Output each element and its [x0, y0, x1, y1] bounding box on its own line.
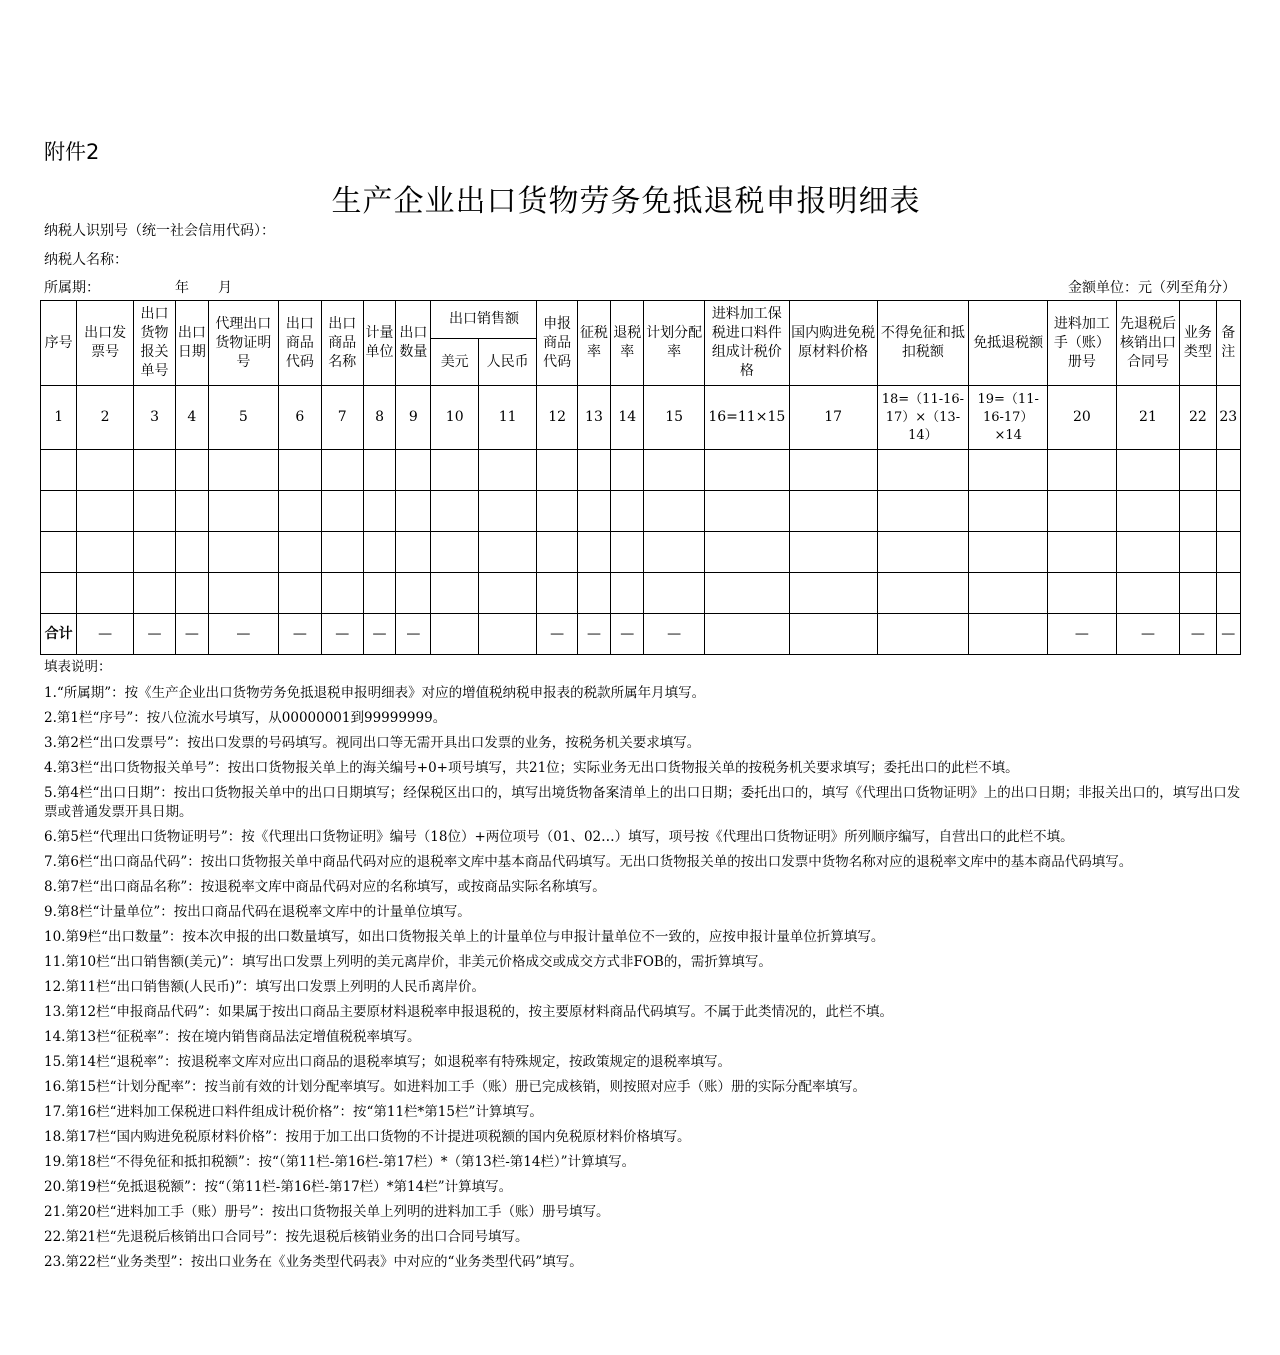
header-usd: 美元	[431, 339, 478, 386]
table-cell[interactable]	[537, 573, 577, 614]
header-declared-code: 申报商品代码	[537, 301, 577, 386]
header-bonded-price: 进料加工保税进口料件组成计税价格	[704, 301, 789, 386]
column-number: 5	[208, 386, 279, 450]
instruction-item: 14.第13栏“征税率”：按在境内销售商品法定增值税税率填写。	[44, 1029, 421, 1045]
table-cell[interactable]	[1116, 450, 1180, 491]
table-cell[interactable]	[208, 532, 279, 573]
total-non-deductible-cell[interactable]	[877, 614, 969, 655]
table-cell[interactable]	[577, 573, 610, 614]
column-number: 18=（11-16-17）×（13-14）	[877, 386, 969, 450]
dash-cell: —	[577, 614, 610, 655]
instruction-item: 11.第10栏“出口销售额(美元)”：填写出口发票上列明的美元离岸价，非美元价格成交或成交方式非FOB的，需折算填写。	[44, 954, 772, 970]
column-number: 13	[577, 386, 610, 450]
total-row	[41, 614, 1241, 655]
table-cell[interactable]	[396, 450, 431, 491]
table-cell[interactable]	[1216, 573, 1240, 614]
header-non-deductible: 不得免征和抵扣税额	[877, 301, 969, 386]
table-row	[41, 491, 1241, 532]
header-remarks: 备注	[1216, 301, 1240, 386]
instruction-item: 12.第11栏“出口销售额(人民币)”：填写出口发票上列明的人民币离岸价。	[44, 979, 485, 995]
dash-cell: —	[537, 614, 577, 655]
instruction-item: 7.第6栏“出口商品代码”：按出口货物报关单中商品代码对应的退税率文库中基本商品代码填写。无出口货物报关单的按出口发票中货物名称对应的退税率文库中的基本商品代码填写。	[44, 854, 1133, 870]
attachment-label: 附件2	[44, 140, 100, 164]
table-cell[interactable]	[644, 532, 705, 573]
declaration-table	[40, 300, 1241, 655]
table-cell[interactable]	[321, 573, 363, 614]
table-cell[interactable]	[77, 450, 134, 491]
header-business-type: 业务类型	[1180, 301, 1216, 386]
table-cell[interactable]	[478, 450, 537, 491]
column-number: 2	[77, 386, 134, 450]
table-cell[interactable]	[363, 532, 395, 573]
period-label: 所属期：	[44, 280, 100, 296]
table-cell[interactable]	[41, 573, 77, 614]
table-cell[interactable]	[133, 450, 175, 491]
column-number: 22	[1180, 386, 1216, 450]
instruction-item: 1.“所属期”：按《生产企业出口货物劳务免抵退税申报明细表》对应的增值税纳税申报表的税款所属年月填写。	[44, 685, 706, 701]
table-row	[41, 573, 1241, 614]
column-number: 6	[279, 386, 321, 450]
column-number: 10	[431, 386, 478, 450]
total-refund-cell[interactable]	[969, 614, 1048, 655]
dash-cell: —	[77, 614, 134, 655]
period-month-label: 月	[218, 280, 232, 296]
column-number: 14	[611, 386, 644, 450]
column-number: 4	[176, 386, 208, 450]
table-cell[interactable]	[537, 532, 577, 573]
column-number: 21	[1116, 386, 1180, 450]
table-cell[interactable]	[1180, 573, 1216, 614]
dash-cell: —	[1048, 614, 1117, 655]
header-customs-no: 出口货物报关单号	[133, 301, 175, 386]
table-cell[interactable]	[77, 573, 134, 614]
instruction-item: 8.第7栏“出口商品名称”：按退税率文库中商品代码对应的名称填写，或按商品实际名称填写。	[44, 879, 606, 895]
table-cell[interactable]	[877, 491, 969, 532]
instruction-item: 21.第20栏“进料加工手（账）册号”：按出口货物报关单上列明的进料加工手（账）册号填写。	[44, 1204, 610, 1220]
instruction-item: 10.第9栏“出口数量”：按本次申报的出口数量填写，如出口货物报关单上的计量单位与申报计量单位不一致的，应按申报计量单位折算填写。	[44, 929, 885, 945]
table-cell[interactable]	[1216, 491, 1240, 532]
table-cell[interactable]	[1048, 491, 1117, 532]
table-cell[interactable]	[321, 491, 363, 532]
dash-cell: —	[1180, 614, 1216, 655]
table-cell[interactable]	[1180, 532, 1216, 573]
table-cell[interactable]	[478, 573, 537, 614]
table-cell[interactable]	[1116, 532, 1180, 573]
header-goods-name: 出口商品名称	[321, 301, 363, 386]
table-cell[interactable]	[537, 491, 577, 532]
table-cell[interactable]	[176, 573, 208, 614]
table-cell[interactable]	[611, 532, 644, 573]
table-cell[interactable]	[431, 532, 478, 573]
header-rmb: 人民币	[478, 339, 537, 386]
header-invoice-no: 出口发票号	[77, 301, 134, 386]
dash-cell: —	[321, 614, 363, 655]
table-cell[interactable]	[644, 450, 705, 491]
header-sales-group: 出口销售额	[431, 301, 537, 339]
header-contract-no: 先退税后核销出口合同号	[1116, 301, 1180, 386]
table-cell[interactable]	[431, 573, 478, 614]
total-label: 合计	[41, 614, 77, 655]
table-cell[interactable]	[969, 491, 1048, 532]
table-cell[interactable]	[969, 532, 1048, 573]
dash-cell: —	[363, 614, 395, 655]
table-cell[interactable]	[1180, 491, 1216, 532]
table-cell[interactable]	[77, 532, 134, 573]
dash-cell: —	[611, 614, 644, 655]
amount-unit-label: 金额单位：元（列至角分）	[1068, 280, 1236, 296]
table-cell[interactable]	[431, 491, 478, 532]
dash-cell: —	[279, 614, 321, 655]
column-number: 19=（11-16-17）×14	[969, 386, 1048, 450]
table-cell[interactable]	[279, 532, 321, 573]
table-cell[interactable]	[1180, 450, 1216, 491]
table-cell[interactable]	[176, 532, 208, 573]
instruction-item: 13.第12栏“申报商品代码”：如果属于按出口商品主要原材料退税率申报退税的，按主要原材料商品代码填写。不属于此类情况的，此栏不填。	[44, 1004, 893, 1020]
instruction-item: 4.第3栏“出口货物报关单号”：按出口货物报关单上的海关编号+0+项号填写，共21位；实际业务无出口货物报关单的按税务机关要求填写；委托出口的此栏不填。	[44, 760, 1019, 776]
table-cell[interactable]	[133, 573, 175, 614]
instruction-item: 23.第22栏“业务类型”：按出口业务在《业务类型代码表》中对应的“业务类型代码”填写。	[44, 1254, 583, 1270]
dash-cell: —	[644, 614, 705, 655]
table-cell[interactable]	[537, 450, 577, 491]
total-rmb-cell[interactable]	[478, 614, 537, 655]
header-goods-code: 出口商品代码	[279, 301, 321, 386]
table-cell[interactable]	[431, 450, 478, 491]
table-cell[interactable]	[577, 532, 610, 573]
table-cell[interactable]	[478, 491, 537, 532]
dash-cell: —	[1116, 614, 1180, 655]
table-cell[interactable]	[1048, 532, 1117, 573]
table-cell[interactable]	[644, 573, 705, 614]
dash-cell: —	[1216, 614, 1240, 655]
table-cell[interactable]	[877, 450, 969, 491]
dash-cell: —	[176, 614, 208, 655]
table-cell[interactable]	[1216, 450, 1240, 491]
column-number: 11	[478, 386, 537, 450]
column-number: 16=11×15	[704, 386, 789, 450]
instruction-item: 5.第4栏“出口日期”：按出口货物报关单中的出口日期填写；经保税区出口的，填写出境货物备案清单上的出口日期；委托出口的，填写《代理出口货物证明》上的出口日期；非报关出口的，填写出口发票或普通发票开具日期。	[44, 785, 1241, 820]
table-cell[interactable]	[363, 491, 395, 532]
table-cell[interactable]	[363, 573, 395, 614]
instruction-item: 2.第1栏“序号”：按八位流水号填写，从00000001到99999999。	[44, 710, 447, 726]
table-cell[interactable]	[396, 491, 431, 532]
dash-cell: —	[133, 614, 175, 655]
total-usd-cell[interactable]	[431, 614, 478, 655]
table-cell[interactable]	[41, 450, 77, 491]
table-cell[interactable]	[704, 532, 789, 573]
column-number: 3	[133, 386, 175, 450]
column-number: 23	[1216, 386, 1240, 450]
table-cell[interactable]	[1048, 450, 1117, 491]
table-cell[interactable]	[396, 532, 431, 573]
table-row	[41, 450, 1241, 491]
table-cell[interactable]	[789, 491, 877, 532]
table-cell[interactable]	[176, 491, 208, 532]
table-cell[interactable]	[279, 450, 321, 491]
column-number: 1	[41, 386, 77, 450]
instructions-title: 填表说明：	[44, 659, 112, 675]
taxpayer-id-label: 纳税人识别号（统一社会信用代码）：	[44, 223, 275, 239]
header-refund-rate: 退税率	[611, 301, 644, 386]
table-cell[interactable]	[969, 573, 1048, 614]
table-cell[interactable]	[877, 573, 969, 614]
instruction-item: 20.第19栏“免抵退税额”：按“（第11栏-第16栏-第17栏）*第14栏”计算填写。	[44, 1179, 513, 1195]
column-number: 8	[363, 386, 395, 450]
table-cell[interactable]	[321, 450, 363, 491]
table-cell[interactable]	[279, 573, 321, 614]
table-cell[interactable]	[577, 491, 610, 532]
instructions	[44, 656, 1244, 1278]
table-cell[interactable]	[789, 450, 877, 491]
table-cell[interactable]	[704, 573, 789, 614]
table-cell[interactable]	[41, 532, 77, 573]
table-cell[interactable]	[396, 573, 431, 614]
dash-cell: —	[208, 614, 279, 655]
header-agency-cert-no: 代理出口货物证明号	[208, 301, 279, 386]
page-title: 生产企业出口货物劳务免抵退税申报明细表	[331, 184, 921, 219]
column-number: 17	[789, 386, 877, 450]
header-levy-rate: 征税率	[577, 301, 610, 386]
header-quantity: 出口数量	[396, 301, 431, 386]
instruction-item: 17.第16栏“进料加工保税进口料件组成计税价格”：按“第11栏*第15栏”计算填写。	[44, 1104, 543, 1120]
table-row	[41, 532, 1241, 573]
table-cell[interactable]	[577, 450, 610, 491]
table-cell[interactable]	[208, 573, 279, 614]
table-cell[interactable]	[789, 532, 877, 573]
header-export-date: 出口日期	[176, 301, 208, 386]
table-cell[interactable]	[789, 573, 877, 614]
taxpayer-name-label: 纳税人名称：	[44, 252, 128, 268]
instruction-item: 9.第8栏“计量单位”：按出口商品代码在退税率文库中的计量单位填写。	[44, 904, 471, 920]
table-cell[interactable]	[1216, 532, 1240, 573]
table-cell[interactable]	[208, 450, 279, 491]
column-number: 7	[321, 386, 363, 450]
column-number: 9	[396, 386, 431, 450]
instruction-item: 19.第18栏“不得免征和抵扣税额”：按“（第11栏-第16栏-第17栏）*（第13栏-第14栏）”计算填写。	[44, 1154, 636, 1170]
header-domestic-price: 国内购进免税原材料价格	[789, 301, 877, 386]
table-cell[interactable]	[877, 532, 969, 573]
table-cell[interactable]	[611, 573, 644, 614]
instruction-item: 3.第2栏“出口发票号”：按出口发票的号码填写。视同出口等无需开具出口发票的业务，按税务机关要求填写。	[44, 735, 701, 751]
table-cell[interactable]	[133, 491, 175, 532]
table-cell[interactable]	[704, 491, 789, 532]
table-cell[interactable]	[611, 491, 644, 532]
column-number: 20	[1048, 386, 1117, 450]
instruction-item: 22.第21栏“先退税后核销出口合同号”：按先退税后核销业务的出口合同号填写。	[44, 1229, 529, 1245]
header-unit: 计量单位	[363, 301, 395, 386]
table-cell[interactable]	[279, 491, 321, 532]
total-domestic-cell[interactable]	[789, 614, 877, 655]
table-cell[interactable]	[133, 532, 175, 573]
table-cell[interactable]	[611, 450, 644, 491]
column-number: 12	[537, 386, 577, 450]
instruction-item: 15.第14栏“退税率”：按退税率文库对应出口商品的退税率填写；如退税率有特殊规定，按政策规定的退税率填写。	[44, 1054, 731, 1070]
table-cell[interactable]	[77, 491, 134, 532]
table-cell[interactable]	[969, 450, 1048, 491]
table-cell[interactable]	[321, 532, 363, 573]
header-plan-rate: 计划分配率	[644, 301, 705, 386]
table-cell[interactable]	[478, 532, 537, 573]
table-cell[interactable]	[1116, 573, 1180, 614]
dash-cell: —	[396, 614, 431, 655]
table-cell[interactable]	[704, 450, 789, 491]
period-year-label: 年	[175, 280, 189, 296]
header-manual-no: 进料加工手（账）册号	[1048, 301, 1117, 386]
header-refund-amount: 免抵退税额	[969, 301, 1048, 386]
table-cell[interactable]	[1116, 491, 1180, 532]
table-cell[interactable]	[363, 450, 395, 491]
table-cell[interactable]	[644, 491, 705, 532]
instruction-item: 6.第5栏“代理出口货物证明号”：按《代理出口货物证明》编号（18位）+两位项号（01、02…）填写，项号按《代理出口货物证明》所列顺序编写，自营出口的此栏不填。	[44, 829, 1074, 845]
table-cell[interactable]	[208, 491, 279, 532]
header-seq: 序号	[41, 301, 77, 386]
instruction-item: 18.第17栏“国内购进免税原材料价格”：按用于加工出口货物的不计提进项税额的国内免税原材料价格填写。	[44, 1129, 691, 1145]
column-number: 15	[644, 386, 705, 450]
table-cell[interactable]	[41, 491, 77, 532]
table-cell[interactable]	[176, 450, 208, 491]
total-bonded-cell[interactable]	[704, 614, 789, 655]
table-cell[interactable]	[1048, 573, 1117, 614]
instruction-item: 16.第15栏“计划分配率”：按当前有效的计划分配率填写。如进料加工手（账）册已完成核销，则按照对应手（账）册的实际分配率填写。	[44, 1079, 866, 1095]
